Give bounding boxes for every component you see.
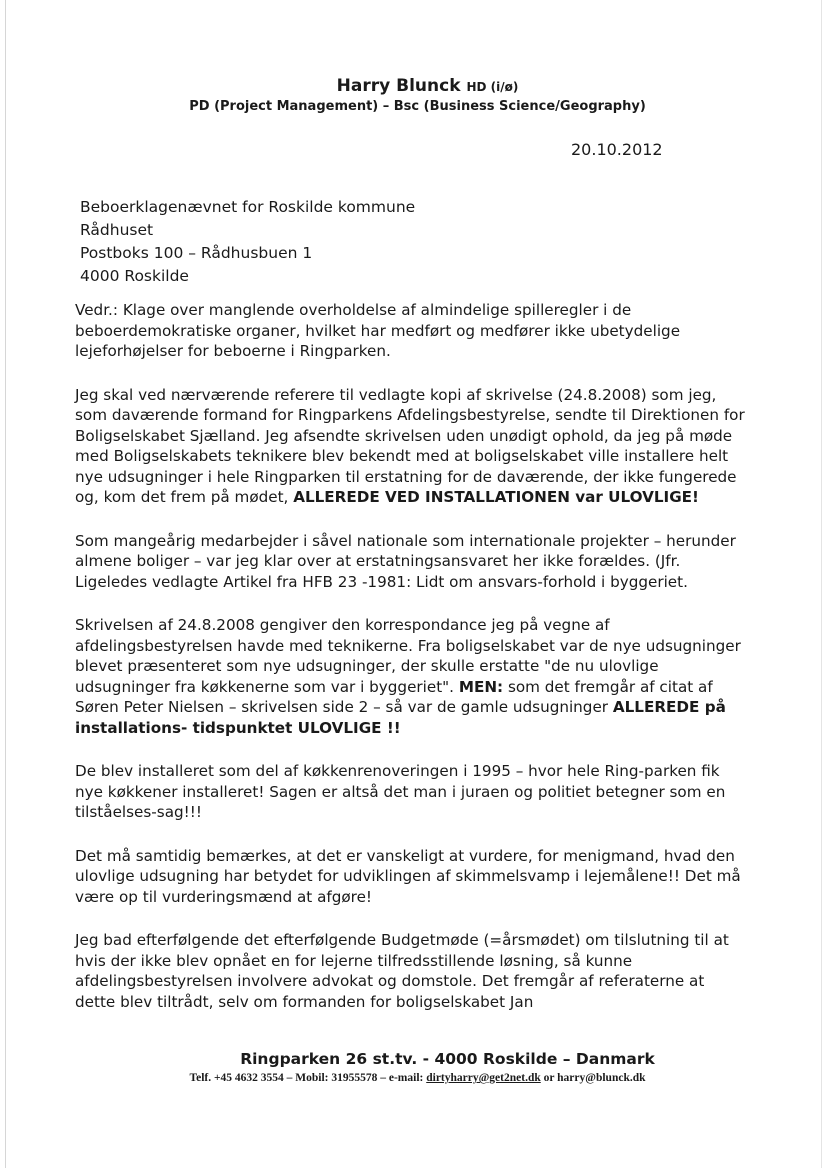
sender-qualifications: PD (Project Management) – Bsc (Business Science/Geography) [189,99,646,114]
footer-contact [10,1072,825,1084]
paragraph-text: Skrivelsen af 24.8.2008 gengiver den korrespondance jeg på vegne af afdelingsbestyrelsen havde med teknikerne. Fra boligselskabet var de nye udsugninger blevet præsenteret som nye udsugninger, der skulle erstatte "de nu ulovlige udsugninger fra køkkenerne som var i byggeriet". [75,616,741,696]
letterhead [0,76,825,114]
letter-date: 20.10.2012 [571,140,663,159]
recipient-line: Postboks 100 – Rådhusbuen 1 [80,244,313,262]
contact-phone: Telf. +45 4632 3554 – Mobil: 31955578 – e-mail: [189,1072,424,1084]
email-secondary: harry@blunck.dk [557,1072,646,1084]
paragraph-mold: Det må samtidig bemærkes, at det er vanskeligt at vurdere, for menigmand, hvad den ulovlige udsugning har betydet for udviklingen af skimmelsvamp i lejemålene!! Det må være op til vurderingsmænd at afgøre! [75,846,741,906]
scan-edge-right [821,0,822,1168]
emphasis-text: ALLEREDE på installations- tidspunktet ULOVLIGE !! [75,698,726,737]
paragraph-budget-meeting: Jeg bad efterfølgende det efterfølgende Budgetmøde (=årsmødet) om tilslutning til at hvis der ikke blev opnået en for lejerne tilfredsstillende løsning, så kunne afdelingsbestyrelsen involvere advokat og domstole. Det fremgår af referaterne at dette blev tiltrådt, selv om formanden for boligselskabet Jan [75,931,729,1011]
paragraph-reference [75,385,747,508]
sender-name-text: Harry Blunck [336,76,461,96]
paragraph-correspondence [75,615,747,738]
letter-body [75,300,747,1035]
recipient-line: Beboerklagenævnet for Roskilde kommune [80,198,416,216]
paragraph-experience: Som mangeårig medarbejder i såvel nationale som internationale projekter – herunder almene boliger – var jeg klar over at erstatningsansvaret her ikke forældes. (Jfr. Ligeledes vedlagte Artikel fra HFB 23 -1981: Lidt om ansvars-forhold i byggeriet. [75,531,736,591]
email-link[interactable]: dirtyharry@get2net.dk [426,1072,541,1084]
footer-address: Ringparken 26 st.tv. - 4000 Roskilde – Danmark [240,1050,655,1068]
scan-edge-left [5,0,6,1168]
subject-paragraph: Vedr.: Klage over manglende overholdelse af almindelige spilleregler i de beboerdemokratiske organer, hvilket har medført og medfører ikke ubetydelige lejeforhøjelser for beboerne i Ringparken. [75,301,681,360]
paragraph-text: Jeg skal ved nærværende referere til vedlagte kopi af skrivelse (24.8.2008) som jeg, som daværende formand for Ringparkens Afdelingsbestyrelse, sendte til Direktionen for Boligselskabet Sjælland. Jeg afsendte skrivelsen uden unødigt ophold, da jeg på møde med Boligselskabets teknikere blev bekendt med at boligselskabet ville installere helt nye udsugninger i hele Ringparken til erstatning for de daværende, der ikke fungerede og, kom det frem på mødet, [75,385,745,506]
recipient-line: Rådhuset [80,221,154,239]
recipient-address [80,196,415,288]
sender-name-suffix: HD (i/ø) [466,80,519,94]
sender-name [30,76,825,96]
recipient-line: 4000 Roskilde [80,267,189,285]
paragraph-text: som det fremgår af citat af Søren Peter Nielsen – skrivelsen side 2 – så var de gamle udsugninger [75,677,713,716]
letter-footer [0,1050,825,1084]
emphasis-text: ALLEREDE VED INSTALLATIONEN var ULOVLIGE! [293,488,699,506]
paragraph-installation: De blev installeret som del af køkkenrenoveringen i 1995 – hvor hele Ring-parken fik nye køkkener installeret! Sagen er altså det man i juraen og politiet betegner som en tilståelses-sag!!! [75,762,726,821]
contact-separator: or [543,1072,555,1084]
emphasis-text: MEN: [458,677,504,696]
